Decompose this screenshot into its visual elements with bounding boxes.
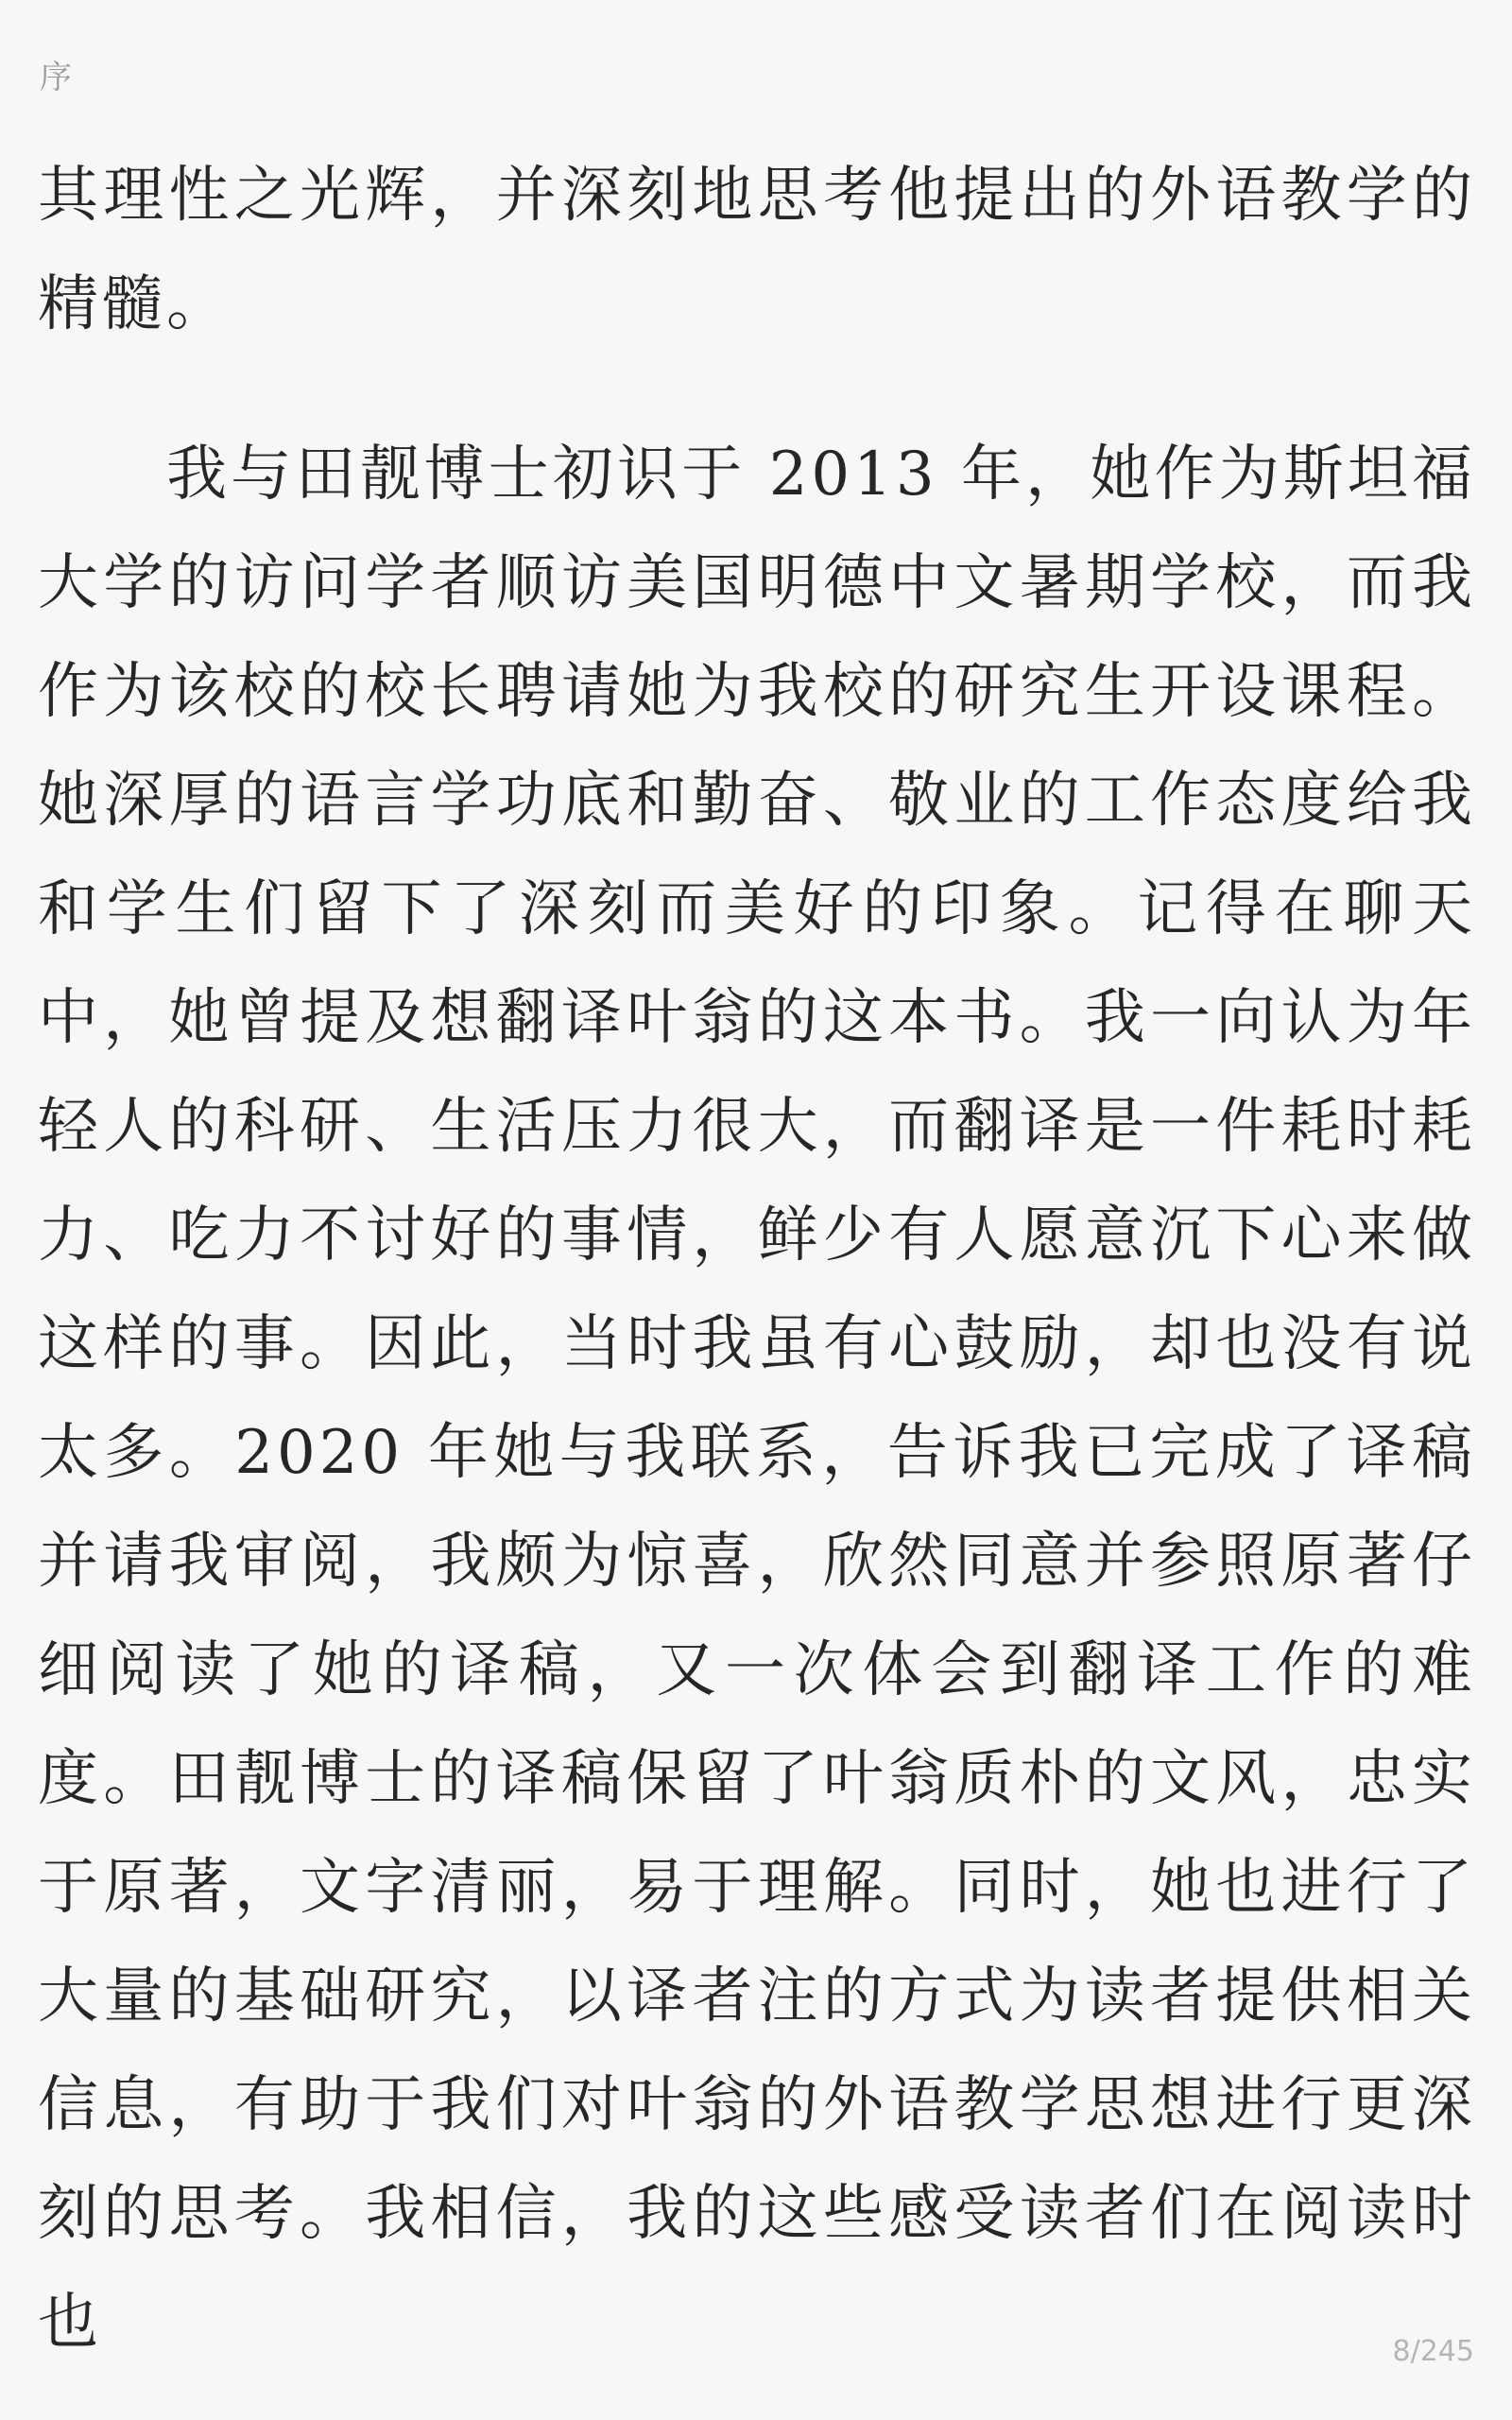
chapter-header: 序 (40, 59, 72, 96)
paragraph-main: 我与田靓博士初识于 2013 年，她作为斯坦福大学的访问学者顺访美国明德中文暑期学校，而我作为该校的校长聘请她为我校的研究生开设课程。她深厚的语言学功底和勤奋、敬业的工作态度给我和学生们留下了深刻而美好的印象。记得在聊天中，她曾提及想翻译叶翁的这本书。我一向认为年轻人的科研、生活压力很大，而翻译是一件耗时耗力、吃力不讨好的事情，鲜少有人愿意沉下心来做这样的事。因此，当时我虽有心鼓励，却也没有说太多。2020 年她与我联系，告诉我已完成了译稿并请我审阅，我颇为惊喜，欣然同意并参照原著仔细阅读了她的译稿，又一次体会到翻译工作的难度。田靓博士的译稿保留了叶翁质朴的文风，忠实于原著，文字清丽，易于理解。同时，她也进行了大量的基础研究，以译者注的方式为读者提供相关信息，有助于我们对叶翁的外语教学思想进行更深刻的思考。我相信，我的这些感受读者们在阅读时也 (38, 440, 1476, 2358)
page-indicator: 8/245 (1392, 2335, 1474, 2368)
paragraph-continuation: 其理性之光辉，并深刻地思考他提出的外语教学的精髓。 (38, 161, 1476, 339)
reading-content (38, 142, 1476, 2377)
